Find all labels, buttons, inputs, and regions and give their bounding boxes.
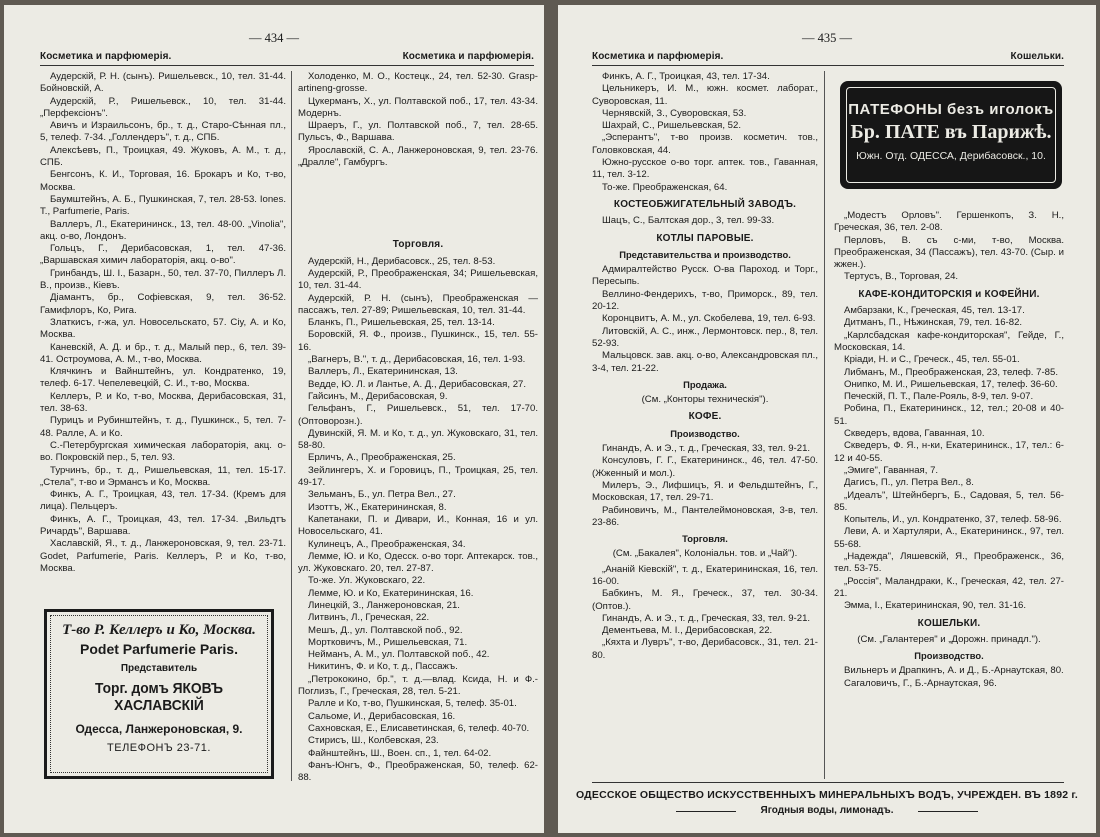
directory-entry: Сахновская, Е., Елисаветинская, 6, телеф. 40-70. <box>308 722 530 734</box>
directory-entry: Южно-русское о-во торг. аптек. тов., Гаванная, 11, тел. 3-12. <box>592 157 818 181</box>
directory-entry: Аудерскій, Р., Ришельевск., 10, тел. 31-44. „Перфексіонъ". <box>40 95 286 119</box>
mineral-water-advertisement: ОДЕССКОЕ ОБЩЕСТВО ИСКУССТВЕННЫХЪ МИНЕРАЛЬНЫХЪ ВОДЪ, УЧРЕЖДЕН. ВЪ 1892 г. <box>575 789 1079 801</box>
running-header-left: Косметика и парфюмерія. <box>40 51 172 62</box>
directory-entry: Гайсинъ, М., Дерибасовская, 9. <box>308 390 448 402</box>
entry-list <box>834 305 1064 612</box>
directory-entry: Клячкинъ и Вайнштейнъ, ул. Кондратенко, 19, телеф. 6-17. Чепелевецкій, С. И., т-во, Москва. <box>40 366 286 390</box>
directory-entry: Литвинъ, Л., Греческая, 22. <box>308 612 430 624</box>
directory-entry: Аудерскій, Р., Преображенская, 34; Ришельевская, 10, тел. 31-44. <box>298 267 538 292</box>
section-title: КОСТЕОБЖИГАТЕЛЬНЫЙ ЗАВОДЪ. <box>613 198 797 210</box>
ad-line: ТЕЛЕФОНЪ 23-71. <box>107 742 211 754</box>
ad-line: Торг. домъ ЯКОВЪ ХАСЛАВСКІЙ <box>95 680 223 714</box>
directory-entry: Дагисъ, П., ул. Петра Вел., 8. <box>844 477 974 489</box>
entry-list <box>592 71 818 194</box>
entry-list <box>592 215 818 227</box>
column-divider <box>291 71 292 781</box>
header-rule <box>592 65 1064 66</box>
directory-entry: Цукерманъ, Х., ул. Полтавской поб., 17, тел. 43-34. Модернъ. <box>298 95 538 119</box>
directory-entry: Турчинъ, бр., т. д., Ришельевская, 11, тел. 15-17. „Стела", т-во и Эрмансъ и Ко, Москва. <box>40 464 286 488</box>
directory-entry: Гинандъ, А. и Э., т. д., Греческая, 33, тел. 9-21. <box>602 443 811 455</box>
directory-entry: „Идеалъ", Штейнбергъ, Б., Садовая, 5, тел. 56-85. <box>834 489 1064 513</box>
directory-entry: Бенгсонъ, К. И., Торговая, 16. Брокаръ и Ко, т-во, Москва. <box>40 169 286 193</box>
ad-line: Т-во Р. Келлеръ и Ко, Москва. <box>62 622 256 638</box>
directory-entry: Шацъ, С., Балтская дор., 3, тел. 99-33. <box>602 215 775 227</box>
directory-entry: Файнштейнъ, Ш., Воен. сп., 1, тел. 64-02. <box>308 747 492 759</box>
directory-entry: Кулинецъ, А., Преображенская, 34. <box>308 538 466 550</box>
directory-entry: Милеръ, Э., Лифшицъ, Я. и Фельдштейнъ, Г., Московская, 17, тел. 29-71. <box>592 479 818 504</box>
directory-entry: Сагаловичъ, Г., Б.-Арнаутская, 96. <box>844 677 997 689</box>
directory-entry: Финкъ, А. Г., Троицкая, 43, тел. 17-34. „Вильдтъ Ричардъ", Варшава. <box>40 513 286 537</box>
ad-line: Представитель <box>120 663 198 674</box>
directory-entry: Ралле и Ко, т-во, Пушкинская, 5, телеф. 35-01. <box>308 698 517 710</box>
directory-entry: Каневскій, А. Д. и бр., т. д., Малый пер., 6, тел. 39-41. Остроумова, А. М., т-во, Москва. <box>40 341 286 365</box>
directory-entry: Баумштейнъ, А. Б., Пушкинская, 7, тел. 28-53. Iones. T., Parfumerie, Paris. <box>40 193 286 218</box>
section-title: КОШЕЛЬКИ. <box>917 617 981 629</box>
directory-entry: „Эмиге", Гаванная, 7. <box>844 464 939 476</box>
directory-entry: То-же. Ул. Жуковскаго, 22. <box>308 575 426 587</box>
directory-entry: Дементьева, М. І., Дерибасовская, 22. <box>602 625 773 637</box>
directory-entry: Діамантъ, бр., Софіевская, 9, тел. 36-52. Гамифлоръ, Ко, Рига. <box>40 292 286 316</box>
right-page <box>558 5 1096 833</box>
mineral-water-tagline: Ягодныя воды, лимонадъ. <box>760 805 894 816</box>
directory-entry: Мальцовск. зав. акц. о-во, Александровская пл., 3-4, тел. 21-22. <box>592 350 818 374</box>
directory-entry: „Кяхта и Лувръ", т-во, Дерибасовск., 31, тел. 21-80. <box>592 637 818 661</box>
directory-entry: „Карлсбадская кафе-кондиторская", Гейде, Г., Московская, 14. <box>834 329 1064 353</box>
directory-entry: Мешъ, Д., ул. Полтавской поб., 92. <box>308 624 463 636</box>
directory-entry: Валлеръ, Л., Екатерининск., 13, тел. 48-00. „Vinolia", акц. о-во, Лондонъ. <box>40 218 286 242</box>
section-title: КОТЛЫ ПАРОВЫЕ. <box>656 232 754 244</box>
directory-entry: Вильнеръ и Драпкинъ, А. и Д., Б.-Арнаутская, 80. <box>844 665 1064 677</box>
footer-rule <box>592 782 1064 783</box>
directory-entry: Златкисъ, г-жа, ул. Новосельскато, 57. Сiy, А. и Ко, Москва. <box>40 316 286 341</box>
directory-entry: Чернявскій, З., Суворовская, 53. <box>602 107 747 119</box>
directory-entry: Ерличъ, А., Преображенская, 25. <box>308 452 456 464</box>
entry-list <box>834 210 1064 284</box>
directory-entry: Аудерскій, Р. Н. (сынъ), Преображенская —пассажъ, тел. 27-89; Ришельевская, 10, тел. 31-44. <box>298 292 538 316</box>
subsection-title: Производство. <box>670 427 740 439</box>
directory-entry: Гельфанъ, Г., Ришельевск., 51, тел. 17-70. (Оптоворозн.). <box>298 403 538 427</box>
left-page <box>4 5 544 833</box>
directory-entry: Гольцъ, Г., Дерибасовская, 1, тел. 47-36. „Варшавская химич лабораторія, акц. о-во". <box>40 243 286 267</box>
directory-entry: „Модестъ Орловъ". Гершенкопъ, З. Н., Греческая, 36, тел. 2-08. <box>834 210 1064 234</box>
directory-entry: Бланкъ, П., Ришельевская, 25, тел. 13-14. <box>308 317 495 329</box>
directory-entry: С.-Петербургская химическая лабораторія, акц. о-во. Покровскій пер., 5, тел. 93. <box>40 439 286 464</box>
directory-entry: „Ананій Кіевскій", т. д., Екатерининская, 16, тел. 16-00. <box>592 563 818 587</box>
ad-line: Бр. ПАТЕ въ Парижѣ. <box>850 121 1052 143</box>
directory-entry: Никитинъ, Ф. и Ко, т. д., Пассажъ. <box>308 661 458 673</box>
directory-entry: „Петрококино, бр.", т. д.—влад. Ксида, Н. и Ф.-Поглизъ, Г., Греческая, 28, тел. 5-21. <box>298 673 538 698</box>
pathe-advertisement <box>840 81 1062 189</box>
directory-entry: Онипко, М. И., Ришельевская, 17, телеф. 36-60. <box>844 378 1058 390</box>
entry-list <box>592 564 818 662</box>
directory-entry: Цельникеръ, И. М., южн. космет. лаборат., Суворовская, 11. <box>592 83 818 107</box>
directory-entry: Дитманъ, П., Нѣжинская, 79, тел. 16-82. <box>844 317 1023 329</box>
page-number: — 435 — <box>802 31 852 45</box>
page-number: — 434 — <box>249 31 299 45</box>
directory-entry: Мортковичъ, М., Ришельевская, 71. <box>308 636 468 648</box>
directory-entry: Зейлингеръ, Х. и Горовицъ, П., Троицкая, 25, тел. 49-17. <box>298 464 538 489</box>
subsection-title: Продажа. <box>683 378 727 390</box>
ad-line: ПАТЕФОНЫ безъ иголокъ <box>848 101 1054 118</box>
directory-entry: Гинандъ, А. и Э., т. д., Греческая, 33, тел. 9-21. <box>602 612 811 624</box>
directory-entry: Аудерскій, Р. Н. (сынъ). Ришельевск., 10, тел. 31-44. Бойновскій, А. <box>40 71 286 95</box>
directory-entry: Консуловъ, Г. Г., Екатерининск., 46, тел. 47-50. (Жженный и мол.). <box>592 455 818 479</box>
directory-entry: Боровскій, Я. Ф., произв., Пушкинск., 15, тел. 55-16. <box>298 329 538 353</box>
section-title: КАФЕ-КОНДИТОРСКІЯ и КОФЕЙНИ. <box>858 288 1040 300</box>
directory-entry: Лемме, Ю. и Ко, Одесск. о-во торг. Аптекарск. тов., ул. Жуковскаго. 20, тел. 27-87. <box>298 550 538 575</box>
directory-entry: Зельманъ, Б., ул. Петра Вел., 27. <box>308 489 456 501</box>
directory-entry: Фанъ-Юнгъ, Ф., Преображенская, 50, телеф. 62-88. <box>298 759 538 784</box>
directory-entry: Авичъ и Израильсонъ, бр., т. д., Старо-Сѣнная пл., 5, телеф. 7-34. „Голлендеръ", т. д., СПБ. <box>40 120 286 144</box>
directory-entry: Келлеръ, Р. и Ко, т-во, Москва, Дерибасовская, 31, тел. 38-63. <box>40 390 286 415</box>
section-title: КОФЕ. <box>688 411 722 423</box>
directory-entry: Ярославскій, С. А., Ланжероновская, 9, тел. 23-76. „Дралле", Гамбургъ. <box>298 144 538 169</box>
directory-entry: Капетанаки, П. и Дивари, И., Конная, 16 и ул. Новосельскаго, 41. <box>298 513 538 538</box>
column-divider <box>824 71 825 779</box>
entry-list <box>40 71 286 575</box>
directory-entry: Пурицъ и Рубинштейнъ, т. д., Пушкинск., 5, тел. 7-48. Ралле, А. и Ко. <box>40 415 286 439</box>
entry-list <box>298 71 538 169</box>
directory-entry: То-же. Преображенская, 64. <box>602 181 728 193</box>
directory-entry: Рабиновичъ, М., Пантелеймоновская, 3-в, тел. 23-86. <box>592 504 818 528</box>
entry-list <box>592 264 818 375</box>
directory-entry: Либманъ, М., Преображенская, 23, телеф. 7-85. <box>844 366 1058 378</box>
directory-entry: „Россія", Маландраки, К., Греческая, 42, тел. 27-21. <box>834 575 1064 599</box>
left-column-2 <box>298 71 538 784</box>
directory-entry: Финкъ, А. Г., Троицкая, 43, тел. 17-34. (Кремъ для лица). Пельцеръ. <box>40 489 286 513</box>
directory-entry: Эмма, І., Екатерининская, 90, тел. 31-16. <box>844 600 1027 612</box>
directory-entry: Финкъ, А. Г., Троицкая, 43, тел. 17-34. <box>602 71 770 82</box>
cross-reference: (См. „Бакалея", Колоніальн. тов. и „Чай"). <box>612 548 798 560</box>
running-header-right: Косметика и парфюмерія. <box>402 51 534 62</box>
directory-entry: Кріади, Н. и С., Греческ., 45, тел. 55-01. <box>844 354 1020 366</box>
entry-list <box>298 256 538 785</box>
directory-entry: „Вагнеръ, В.", т. д., Дерибасовская, 16, тел. 1-93. <box>308 354 526 366</box>
directory-entry: Веллино-Фендерихъ, т-во, Приморск., 89, тел. 20-12. <box>592 288 818 313</box>
directory-entry: Коронцвитъ, А. М., ул. Скобелева, 19, тел. 6-93. <box>602 313 816 325</box>
directory-entry: Перловъ, В. съ с-ми, т-во, Москва. Преображенская, 34 (Пассажъ), тел. 43-70. (Сыр. и жжен.). <box>834 234 1064 271</box>
entry-list <box>834 665 1064 690</box>
right-column-2 <box>834 210 1064 690</box>
left-column-1 <box>40 71 286 575</box>
directory-entry: Адмиралтейство Русск. О-ва Пароход. и Торг., Пересыпь. <box>592 264 818 288</box>
directory-entry: Стирисъ, Ш., Колбевская, 23. <box>308 735 439 747</box>
directory-entry: Скведеръ, Ф. Я., н-ки, Екатерининск., 17, тел.: 6-12 и 40-55. <box>834 440 1064 464</box>
entry-list <box>592 443 818 529</box>
cross-reference: (См. „Конторы техническія"). <box>641 394 769 406</box>
directory-entry: Литовскій, А. С., инж., Лермонтовск. пер., 8, тел. 52-93. <box>592 325 818 349</box>
ad-line: Podet Parfumerie Paris. <box>80 641 238 657</box>
directory-entry: Леви, А. и Хартуляри, А., Екатерининск., 97, тел. 55-68. <box>834 526 1064 550</box>
directory-entry: „Эсперантъ", т-во произв. косметич. тов., Головковская, 44. <box>592 132 818 156</box>
subsection-title: Производство. <box>914 650 984 662</box>
directory-entry: Робина, П., Екатерининск., 12, тел.; 20-08 и 40-51. <box>834 403 1064 427</box>
directory-entry: Шахрай, С., Ришельевская, 52. <box>602 120 742 132</box>
directory-entry: Гринбандъ, Ш. І., Базарн., 50, тел. 37-70, Пиллеръ Л. В., произв., Кіевъ. <box>40 267 286 292</box>
directory-entry: Скведеръ, вдова, Гаванная, 10. <box>844 428 985 440</box>
directory-entry: Сальоме, И., Дерибасовская, 16. <box>308 710 456 722</box>
subsection-title: Торговля. <box>682 533 728 545</box>
directory-entry: Тертусъ, В., Торговая, 24. <box>844 271 959 283</box>
directory-entry: „Надежда", Ляшевскій, Я., Преображенск., 36, тел. 53-75. <box>834 551 1064 575</box>
directory-entry: Бабкинъ, М. Я., Греческ., 37, тел. 30-34. (Оптов.). <box>592 588 818 612</box>
directory-entry: Алексѣевъ, П., Троицкая, 49. Жуковъ, А. М., т. д., СПБ. <box>40 144 286 169</box>
directory-entry: Хаславскій, Я., т. д., Ланжероновская, 9, тел. 23-71. Godet, Parfumerie, Paris. Келлеръ, Р. и Ко, т-во, Москва. <box>40 538 286 574</box>
header-rule <box>40 65 534 66</box>
directory-entry: Ведде, Ю. Л. и Лантье, А. Д., Дерибасовская, 27. <box>308 378 527 390</box>
section-title: Торговля. <box>392 239 444 251</box>
ad-line: Одесса, Ланжероновская, 9. <box>75 722 243 736</box>
cross-reference: (См. „Галантерея" и „Дорожн. принадл."). <box>857 633 1041 645</box>
directory-entry: Копытель, И., ул. Кондратенко, 37, телеф. 58-96. <box>844 514 1062 526</box>
directory-entry: Аудерскій, Н., Дерибасовск., 25, тел. 8-53. <box>308 255 496 267</box>
directory-entry: Лемме, Ю. и Ко, Екатерининская, 16. <box>308 587 474 599</box>
subsection-title: Представительства и производство. <box>619 248 791 260</box>
ad-line: Южн. Отд. ОДЕССА, Дерибасовск., 10. <box>856 150 1046 162</box>
directory-entry: Амбарзаки, К., Греческая, 45, тел. 13-17. <box>844 305 1025 317</box>
directory-entry: Печескій, П. Т., Пале-Рояль, 8-9, тел. 9-07. <box>844 391 1034 403</box>
keller-advertisement <box>44 609 274 779</box>
directory-entry: Линецкій, З., Ланжероновская, 21. <box>308 599 460 611</box>
directory-entry: Шраеръ, Г., ул. Полтавской поб., 7, тел. 28-65. Пульсъ, Ф., Варшава. <box>298 120 538 144</box>
directory-entry: Холоденко, М. О., Костецк., 24, тел. 52-30. Grasp-artineng-grosse. <box>298 71 538 95</box>
running-header-left: Косметика и парфюмерія. <box>592 51 724 62</box>
directory-entry: Дувинскій, Я. М. и Ко, т. д., ул. Жуковскаго, 31, тел. 58-80. <box>298 427 538 452</box>
ad-dash-right <box>918 811 978 812</box>
right-column-1 <box>592 71 818 662</box>
directory-entry: Изоттъ, Ж., Екатерининская, 8. <box>308 501 447 513</box>
directory-entry: Валлеръ, Л., Екатерининская, 13. <box>308 366 458 378</box>
running-header-right: Кошельки. <box>1010 51 1064 62</box>
directory-entry: Нейманъ, А. М., ул. Полтавской поб., 42. <box>308 649 490 661</box>
